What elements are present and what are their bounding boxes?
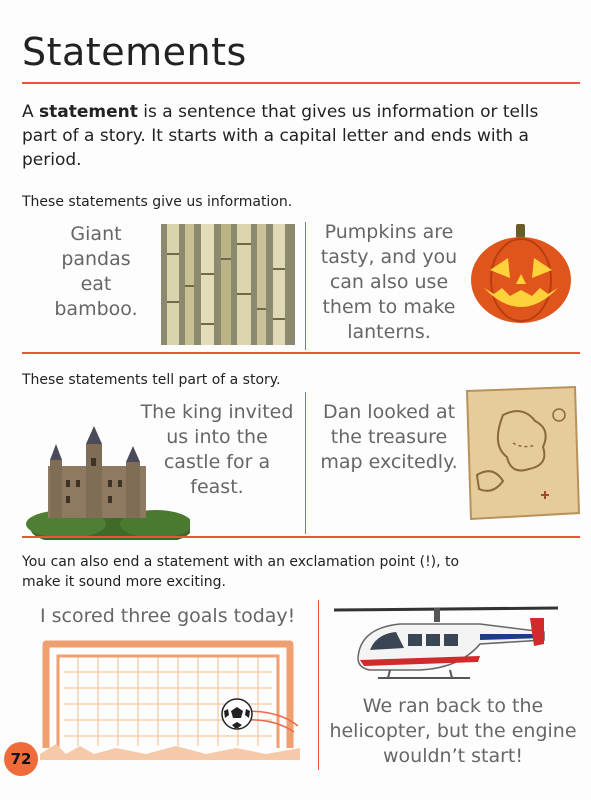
panda-statement: Giant pandas eat bamboo. <box>54 223 138 320</box>
helicopter-statement: We ran back to the helicopter, but the engine wouldn’t start! <box>329 695 577 767</box>
intro-text-end: is a sentence that gives us information or tells part of a story. It starts with a capital letter and ends with a period. <box>22 102 539 170</box>
dan-statement: Dan looked at the treasure map excitedly. <box>320 401 458 473</box>
goals-statement: I scored three goals today! <box>40 605 296 627</box>
soccer-ball-icon <box>220 697 254 731</box>
treasure-map-image <box>463 385 581 521</box>
divider-2 <box>305 392 306 534</box>
pumpkin-statement: Pumpkins are tasty, and you can also use them to make lanterns. <box>320 221 458 343</box>
section-rule-2 <box>22 536 580 538</box>
castle-image <box>26 424 190 540</box>
section-label-info: These statements give us information. <box>22 194 293 210</box>
intro-paragraph <box>22 100 562 172</box>
title-rule <box>22 82 580 84</box>
helicopter-image <box>330 598 562 690</box>
intro-text-start: A <box>22 102 40 122</box>
page-title: Statements <box>22 30 247 74</box>
soccer-goal-image <box>36 636 304 760</box>
intro-keyword: statement <box>39 102 138 122</box>
divider-3 <box>318 600 319 770</box>
king-statement: The king invited us into the castle for a feast. <box>140 401 294 498</box>
section-rule-1 <box>22 352 580 354</box>
section-label-exclaim: You can also end a statement with an exclamation point (!), to make it sound more exciting. <box>22 554 460 590</box>
section-label-story: These statements tell part of a story. <box>22 372 281 388</box>
divider-1 <box>305 222 306 350</box>
pumpkin-lantern-image <box>468 222 574 324</box>
page-number: 72 <box>4 742 38 776</box>
bamboo-image <box>161 224 295 345</box>
